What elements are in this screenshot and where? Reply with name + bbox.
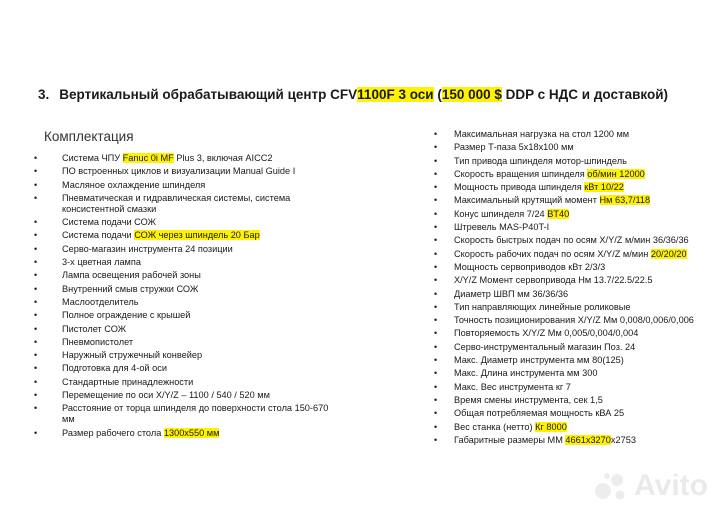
equipment-item <box>34 428 334 439</box>
equipment-item <box>34 377 334 388</box>
item-text: Маслоотделитель <box>62 296 139 307</box>
item-text: Система подачи СОЖ <box>62 217 157 228</box>
spec-item <box>434 209 714 220</box>
heading-number: 3. <box>38 87 50 102</box>
equipment-list <box>34 153 334 441</box>
item-text: Тип направляющих линейные роликовые <box>454 301 631 312</box>
item-text: Подготовка для 4-ой оси <box>62 363 167 374</box>
highlighted-text: СОЖ через шпиндель 20 Бар <box>134 230 260 241</box>
highlighted-text: 1300x550 мм <box>163 427 220 438</box>
spec-item <box>434 249 714 260</box>
item-text: Размер рабочего стола <box>62 427 164 438</box>
spec-item <box>434 315 714 326</box>
item-text: Пневмопистолет <box>62 336 134 347</box>
avito-watermark <box>594 469 708 503</box>
item-text: Макс. Вес инструмента кг 7 <box>454 381 571 392</box>
highlighted-text: 20/20/20 <box>650 248 687 259</box>
item-text: Стандартные принадлежности <box>62 376 194 387</box>
item-text: X/Y/Z Момент сервопривода Нм 13.7/22.5/22.5 <box>454 275 653 286</box>
spec-item <box>434 142 714 153</box>
item-text: Максимальный крутящий момент <box>454 195 600 206</box>
highlighted-text: кВт 10/22 <box>584 182 624 193</box>
equipment-item <box>34 230 334 241</box>
item-text: Лампа освещения рабочей зоны <box>62 270 201 281</box>
item-text: Мощность привода шпинделя <box>454 182 585 193</box>
heading-prefix: Вертикальный обрабатывающий центр CFV <box>59 87 358 102</box>
avito-dots-icon <box>594 471 628 501</box>
specs-list <box>434 129 714 448</box>
spec-item <box>434 355 714 366</box>
spec-item <box>434 435 714 446</box>
highlighted-text: об/мин 12000 <box>587 168 645 179</box>
item-text: Скорость быстрых подач по осям X/Y/Z м/мин 36/36/36 <box>454 235 689 246</box>
spec-item <box>434 169 714 180</box>
equipment-item <box>34 270 334 281</box>
spec-item <box>434 195 714 206</box>
item-text: Мощность сервоприводов кВт 2/3/3 <box>454 261 606 272</box>
equipment-item <box>34 297 334 308</box>
spec-item <box>434 275 714 286</box>
item-text: Общая потребляемая мощность кВА 25 <box>454 408 625 419</box>
equipment-item <box>34 217 334 228</box>
equipment-item <box>34 337 334 348</box>
spec-item <box>434 422 714 433</box>
equipment-item <box>34 153 334 164</box>
item-text: Максимальная нагрузка на стол 1200 мм <box>454 129 630 139</box>
spec-item <box>434 262 714 273</box>
highlighted-text: 4661x3270 <box>565 434 611 445</box>
section-title: Комплектация <box>44 129 134 144</box>
item-text: Система ЧПУ <box>62 153 123 163</box>
spec-item <box>434 289 714 300</box>
heading-suffix: DDP с НДС и доставкой) <box>501 87 669 102</box>
spec-item <box>434 382 714 393</box>
item-text: ПО встроенных циклов и визуализации Manual Guide I <box>62 166 296 177</box>
spec-item <box>434 395 714 406</box>
spec-item <box>434 129 714 140</box>
item-text: Серво-магазин инструмента 24 позиции <box>62 243 233 254</box>
spec-item <box>434 156 714 167</box>
equipment-item <box>34 350 334 361</box>
item-text: Диаметр ШВП мм 36/36/36 <box>454 288 569 299</box>
equipment-item <box>34 193 334 215</box>
item-text: Пистолет СОЖ <box>62 323 127 334</box>
spec-item <box>434 222 714 233</box>
item-text: x2753 <box>610 434 636 445</box>
heading-open-paren: ( <box>433 87 442 102</box>
equipment-item <box>34 257 334 268</box>
item-text: Штревель MAS-P40T-I <box>454 222 550 233</box>
item-text: Plus 3, включая AICC2 <box>173 153 273 163</box>
heading-model: 1100F 3 оси <box>357 87 434 102</box>
item-text: Макс. Диаметр инструмента мм 80(125) <box>454 355 624 366</box>
highlighted-text: BT40 <box>547 208 570 219</box>
equipment-item <box>34 390 334 401</box>
highlighted-text: Нм 63,7/118 <box>599 195 651 206</box>
item-text: Серво-инструментальный магазин Поз. 24 <box>454 341 636 352</box>
spec-item <box>434 328 714 339</box>
spec-item <box>434 342 714 353</box>
equipment-item <box>34 363 334 374</box>
item-text: Скорость рабочих подач по осям X/Y/Z м/мин <box>454 248 651 259</box>
item-text: Полное ограждение с крышей <box>62 310 191 321</box>
item-text: Перемещение по оси X/Y/Z – 1100 / 540 / 520 мм <box>62 390 270 401</box>
heading-price: 150 000 $ <box>441 87 502 102</box>
highlighted-text: Fanuc 0i MF <box>122 153 174 163</box>
item-text: Масляное охлаждение шпинделя <box>62 179 206 190</box>
spec-item <box>434 408 714 419</box>
item-text: 3-х цветная лампа <box>62 257 141 268</box>
item-text: Габаритные размеры ММ <box>454 434 566 445</box>
item-text: Размер Т-паза 5x18x100 мм <box>454 142 574 153</box>
item-text: Макс. Длина инструмента мм 300 <box>454 368 598 379</box>
item-text: Скорость вращения шпинделя <box>454 168 588 179</box>
equipment-item <box>34 284 334 295</box>
item-text: Тип привода шпинделя мотор-шпиндель <box>454 155 627 166</box>
watermark-text: Avito <box>634 469 708 502</box>
item-text: Система подачи <box>62 230 135 241</box>
equipment-item <box>34 403 334 425</box>
equipment-item <box>34 180 334 191</box>
spec-item <box>434 235 714 246</box>
item-text: Расстояние от торца шпинделя до поверхности стола 150-670 мм <box>62 403 329 425</box>
equipment-item <box>34 324 334 335</box>
item-text: Конус шпинделя 7/24 <box>454 208 548 219</box>
item-text: Повторяемость X/Y/Z Мм 0,005/0,004/0,004 <box>454 328 639 339</box>
item-text: Вес станка (нетто) <box>454 421 536 432</box>
item-text: Внутренний смыв стружки СОЖ <box>62 283 199 294</box>
item-text: Пневматическая и гидравлическая системы, система консистентной смазки <box>62 192 291 214</box>
highlighted-text: Кг 8000 <box>535 421 567 432</box>
spec-item <box>434 368 714 379</box>
item-text: Время смены инструмента, сек 1,5 <box>454 394 603 405</box>
equipment-item <box>34 166 334 177</box>
item-text: Наружный стружечный конвейер <box>62 350 203 361</box>
spec-item <box>434 302 714 313</box>
item-text: Точность позиционирования X/Y/Z Мм 0,008/0,006/0,006 <box>454 315 694 326</box>
equipment-item <box>34 310 334 321</box>
spec-item <box>434 182 714 193</box>
equipment-item <box>34 244 334 255</box>
spec-heading <box>38 87 668 102</box>
